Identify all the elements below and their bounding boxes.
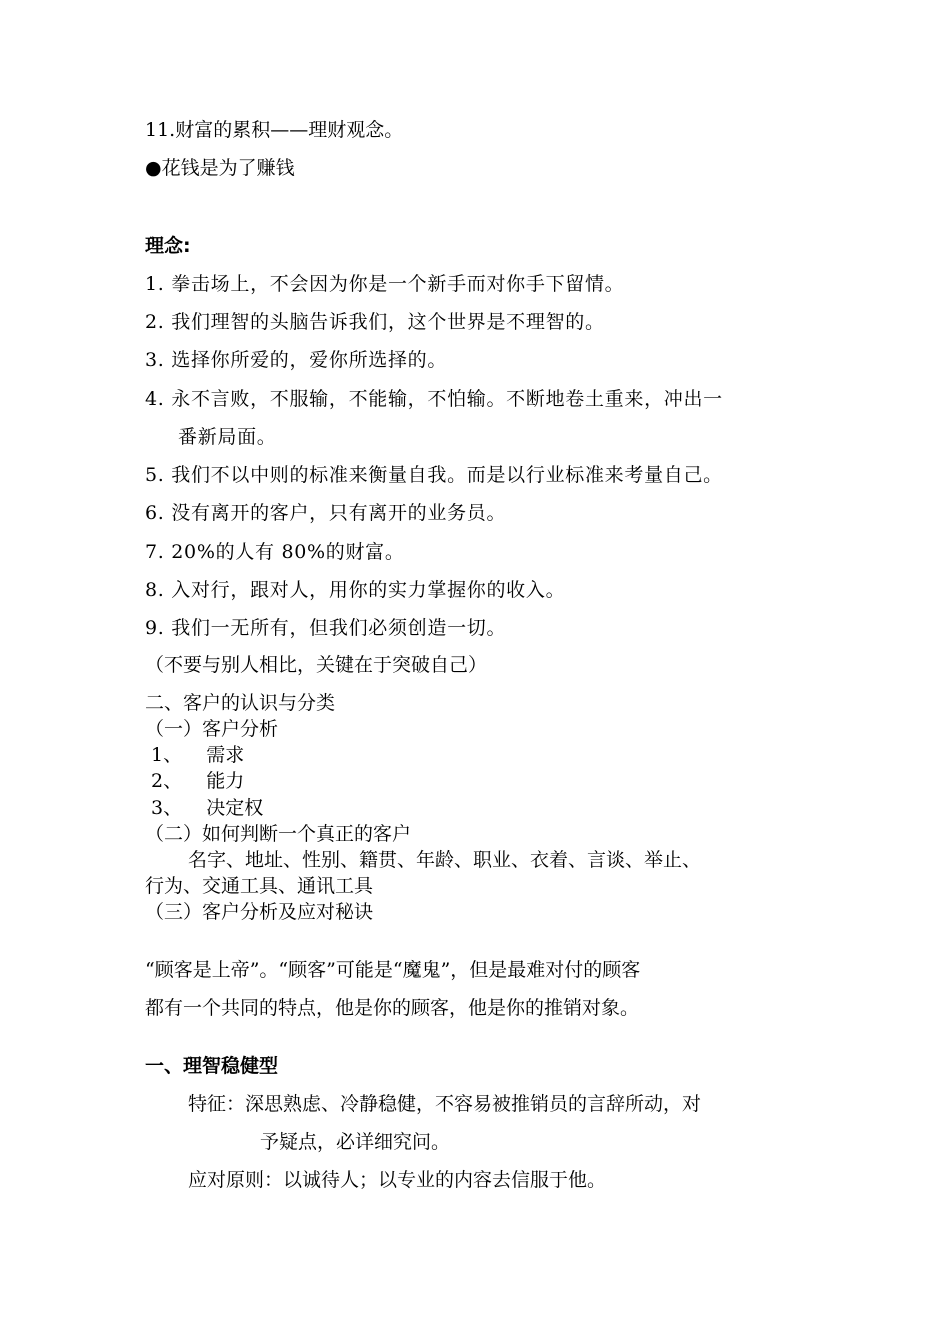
concept-item-9: 9. 我们一无所有，但我们必须创造一切。: [145, 617, 507, 639]
concept-title: 理念:: [145, 235, 191, 257]
subsection2-line-2: 行为、交通工具、通讯工具: [145, 875, 374, 897]
type1-feature-line-2: 予疑点，必详细究问。: [260, 1131, 451, 1153]
subsection1-item-1: 1、 需求: [145, 744, 245, 766]
heading-11: 11.财富的累积——理财观念。: [145, 119, 404, 141]
type1-feature-line-1: 特征：深思熟虑、冷静稳健，不容易被推销员的言辞所动，对: [188, 1093, 702, 1115]
concept-item-3: 3. 选择你所爱的，爱你所选择的。: [145, 349, 448, 371]
bullet-line: ●花钱是为了赚钱: [145, 157, 295, 179]
subsection3-title: （三）客户分析及应对秘诀: [145, 901, 374, 923]
subsection1-item-2: 2、 能力: [145, 770, 245, 792]
concept-item-4-continued: 番新局面。: [178, 426, 277, 448]
concept-item-7: 7. 20%的人有 80%的财富。: [145, 541, 405, 563]
subsection2-title: （二）如何判断一个真正的客户: [145, 823, 412, 845]
concept-item-6: 6. 没有离开的客户，只有离开的业务员。: [145, 502, 507, 524]
concept-item-8: 8. 入对行，跟对人，用你的实力掌握你的收入。: [145, 579, 566, 601]
concept-item-5: 5. 我们不以中则的标准来衡量自我。而是以行业标准来考量自己。: [145, 464, 723, 486]
concept-item-4: 4. 永不言败，不服输，不能输，不怕输。不断地卷土重来，冲出一: [145, 388, 723, 410]
type1-principle: 应对原则：以诚待人；以专业的内容去信服于他。: [188, 1169, 607, 1191]
type1-title: 一、理智稳健型: [145, 1055, 279, 1077]
subsection2-line-1: 名字、地址、性别、籍贯、年龄、职业、衣着、言谈、举止、: [188, 849, 702, 871]
subsection1-title: （一）客户分析: [145, 718, 279, 740]
concept-note: （不要与别人相比，关键在于突破自己）: [145, 654, 488, 676]
concept-item-1: 1. 拳击场上，不会因为你是一个新手而对你手下留情。: [145, 273, 625, 295]
quote-line-2: 都有一个共同的特点，他是你的顾客，他是你的推销对象。: [145, 997, 640, 1019]
section2-title: 二、客户的认识与分类: [145, 692, 336, 714]
subsection1-item-3: 3、 决定权: [145, 797, 264, 819]
concept-item-2: 2. 我们理智的头脑告诉我们，这个世界是不理智的。: [145, 311, 605, 333]
quote-line-1: “顾客是上帝”。“顾客”可能是“魔鬼”，但是最难对付的顾客: [145, 959, 641, 981]
